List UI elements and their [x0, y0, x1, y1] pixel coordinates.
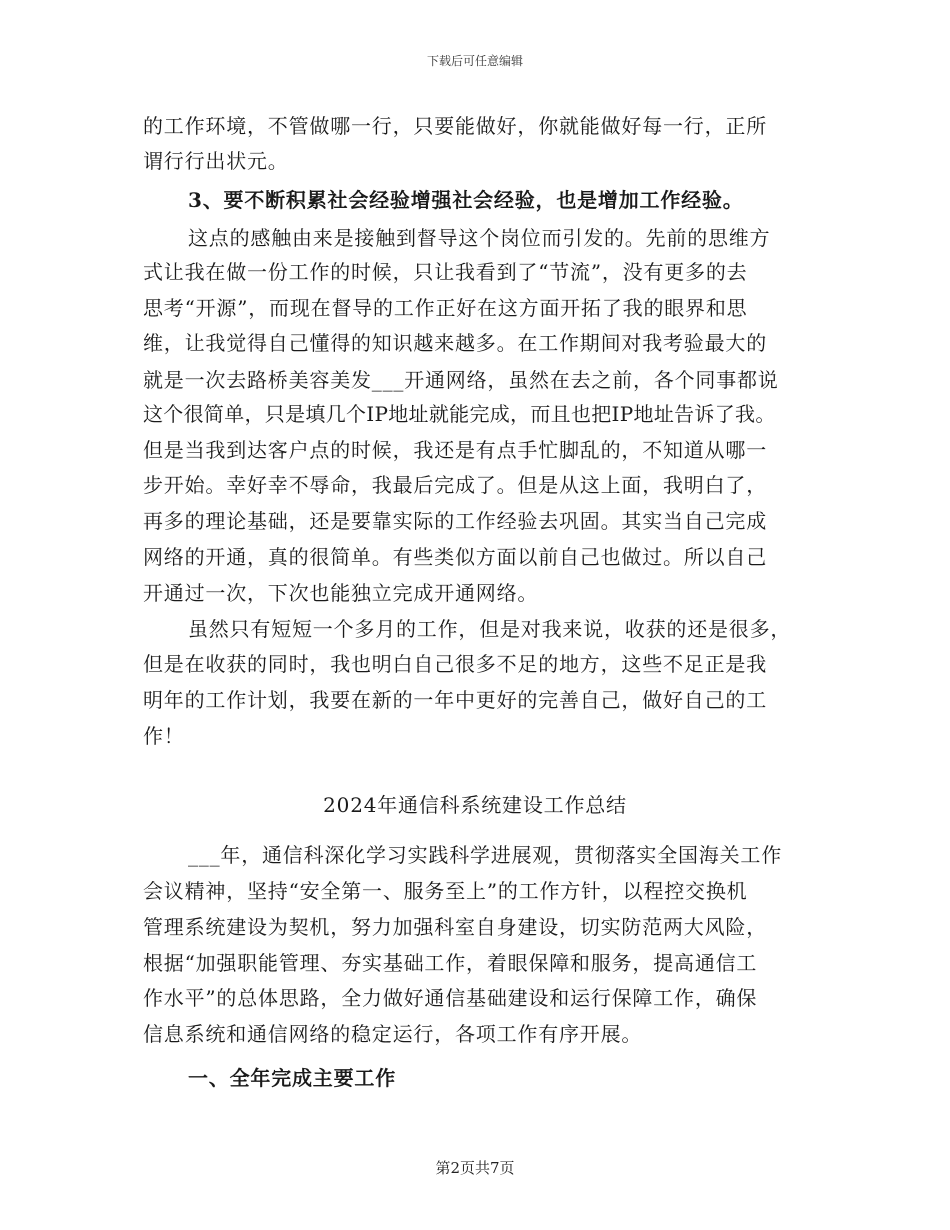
paragraph-line: 谓行行出状元。: [143, 149, 289, 173]
paragraph-line: 式让我在做一份工作的时候，只让我看到了“节流”，没有更多的去: [143, 260, 748, 284]
paragraph-line: 但是在收获的同时，我也明白自己很多不足的地方，这些不足正是我: [143, 652, 767, 676]
page-header: 下载后可任意编辑: [426, 54, 523, 68]
paragraph-line: 这点的感触由来是接触到督导这个岗位而引发的。先前的思维方: [188, 226, 771, 250]
paragraph-line: 再多的理论基础，还是要靠实际的工作经验去巩固。其实当自己完成: [143, 509, 767, 533]
page-footer: 第2页共7页: [435, 1159, 515, 1177]
document-title: 2024年通信科系统建设工作总结: [323, 793, 627, 817]
paragraph-line: 网络的开通，真的很简单。有些类似方面以前自己也做过。所以自己: [143, 545, 767, 569]
paragraph-line: 这个很简单，只是填几个IP地址就能完成，而且也把IP地址告诉了我。: [143, 402, 776, 426]
paragraph-line: 明年的工作计划，我要在新的一年中更好的完善自己，做好自己的工: [143, 688, 767, 712]
paragraph-line: 作！: [143, 724, 185, 748]
paragraph-line: 管理系统建设为契机，努力加强科室自身建设，切实防范两大风险，: [143, 915, 767, 939]
section-heading: 3、要不断积累社会经验增强社会经验，也是增加工作经验。: [188, 188, 744, 212]
paragraph-line: 根据“加强职能管理、夯实基础工作，着眼保障和服务，提高通信工: [143, 951, 758, 975]
paragraph-line: 就是一次去路桥美容美发___开通网络，虽然在去之前，各个同事都说: [143, 368, 779, 392]
paragraph-line: 开通过一次，下次也能独立完成开通网络。: [143, 581, 539, 605]
section-heading: 一、全年完成主要工作: [188, 1066, 396, 1090]
paragraph-line: 的工作环境，不管做哪一行，只要能做好，你就能做好每一行，正所: [143, 114, 767, 138]
paragraph-line: 但是当我到达客户点的时候，我还是有点手忙脚乱的，不知道从哪一: [143, 438, 767, 462]
paragraph-line: ___年，通信科深化学习实践科学进展观，贯彻落实全国海关工作: [188, 843, 782, 867]
paragraph-line: 作水平”的总体思路，全力做好通信基础建设和运行保障工作，确保: [143, 986, 758, 1010]
paragraph-line: 维，让我觉得自己懂得的知识越来越多。在工作期间对我考验最大的: [143, 331, 767, 355]
paragraph-line: 信息系统和通信网络的稳定运行，各项工作有序开展。: [143, 1022, 643, 1046]
paragraph-line: 步开始。幸好幸不辱命，我最后完成了。但是从这上面，我明白了，: [143, 473, 767, 497]
paragraph-line: 会议精神，坚持“安全第一、服务至上”的工作方针，以程控交换机: [143, 879, 748, 903]
paragraph-line: 思考“开源”，而现在督导的工作正好在这方面开拓了我的眼界和思: [143, 296, 748, 320]
paragraph-line: 虽然只有短短一个多月的工作，但是对我来说，收获的还是很多，: [188, 617, 792, 641]
